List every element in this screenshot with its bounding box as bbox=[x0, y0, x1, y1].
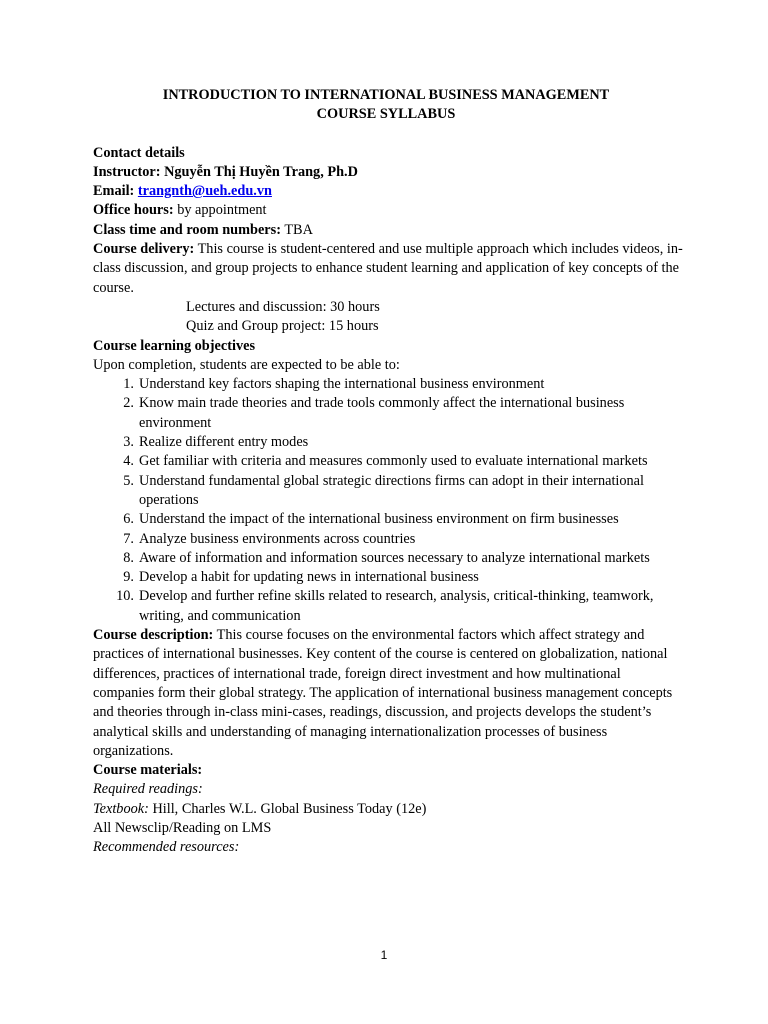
objective-number: 7. bbox=[123, 530, 134, 547]
document-title bbox=[93, 86, 679, 125]
newsclip-line: All Newsclip/Reading on LMS bbox=[93, 819, 272, 836]
class-time-line bbox=[93, 221, 683, 240]
class-time-label: Class time and room numbers: bbox=[93, 221, 281, 238]
objectives-intro: Upon completion, students are expected to be able to: bbox=[93, 356, 400, 373]
objective-item bbox=[93, 472, 683, 511]
objective-item bbox=[93, 375, 683, 394]
document-content bbox=[93, 86, 683, 858]
objective-item bbox=[93, 549, 683, 568]
recommended-resources-label: Recommended resources: bbox=[93, 839, 240, 856]
objective-item bbox=[93, 568, 683, 587]
textbook-label: Textbook: bbox=[93, 800, 149, 817]
title-spacer bbox=[93, 125, 683, 144]
hours-projects: Quiz and Group project: 15 hours bbox=[186, 318, 379, 335]
objective-item bbox=[93, 587, 683, 626]
email-label: Email: bbox=[93, 183, 135, 200]
objective-number: 8. bbox=[123, 549, 134, 566]
instructor-line: Instructor: Nguyễn Thị Huyền Trang, Ph.D bbox=[93, 163, 358, 180]
email-link[interactable]: trangnth@ueh.edu.vn bbox=[137, 183, 272, 200]
objective-text: Understand fundamental global strategic directions firms can adopt in their international operations bbox=[139, 472, 644, 508]
hours-lectures: Lectures and discussion: 30 hours bbox=[186, 298, 380, 315]
title-line-2: COURSE SYLLABUS bbox=[316, 106, 456, 123]
objective-text: Get familiar with criteria and measures commonly used to evaluate international markets bbox=[139, 453, 648, 470]
objectives-heading: Course learning objectives bbox=[93, 337, 256, 354]
objective-text: Know main trade theories and trade tools commonly affect the international business environment bbox=[139, 395, 625, 431]
textbook-value: Hill, Charles W.L. Global Business Today (12e) bbox=[152, 800, 427, 817]
objective-text: Understand key factors shaping the international business environment bbox=[139, 376, 545, 393]
title-line-1: INTRODUCTION TO INTERNATIONAL BUSINESS MANAGEMENT bbox=[162, 87, 610, 103]
page-number: 1 bbox=[380, 948, 388, 962]
required-readings-label: Required readings: bbox=[93, 781, 203, 798]
class-time-value: TBA bbox=[284, 221, 313, 238]
objective-number: 6. bbox=[123, 511, 134, 528]
objective-item bbox=[93, 530, 683, 549]
objective-text: Understand the impact of the international business environment on firm businesses bbox=[139, 511, 619, 528]
objective-number: 3. bbox=[123, 434, 134, 451]
textbook-line bbox=[93, 800, 683, 819]
course-delivery-text: This course is student-centered and use multiple approach which includes videos, in-class discussion, and group projects to enhance student learning and application of key concepts of the course. bbox=[93, 241, 683, 296]
objective-number: 1. bbox=[123, 376, 134, 393]
objective-number: 9. bbox=[123, 569, 134, 586]
office-hours-label: Office hours: bbox=[93, 202, 174, 219]
course-delivery-label: Course delivery: bbox=[93, 241, 195, 258]
objective-text: Aware of information and information sources necessary to analyze international markets bbox=[139, 549, 650, 566]
objective-number: 5. bbox=[123, 472, 134, 489]
course-description-paragraph bbox=[93, 626, 683, 761]
objectives-list bbox=[93, 375, 683, 626]
objective-item bbox=[93, 394, 683, 433]
materials-heading: Course materials: bbox=[93, 762, 203, 779]
course-description-text: This course focuses on the environmental factors which affect strategy and practices of international businesses. Key content of the course is centered on globalization, national differences, practices of international trade, foreign direct investment and how multinational companies form their global strategy. The application of international business management concepts and theories through in-class mini-cases, readings, discussion, and projects develops the student’s analytical skills and understanding of managing internationalization processes of business organizations. bbox=[93, 627, 673, 759]
objective-item bbox=[93, 433, 683, 452]
objective-number: 4. bbox=[123, 453, 134, 470]
contact-heading: Contact details bbox=[93, 144, 185, 161]
objective-item bbox=[93, 452, 683, 471]
course-delivery-paragraph bbox=[93, 240, 683, 298]
objective-number: 2. bbox=[123, 395, 134, 412]
objective-item bbox=[93, 510, 683, 529]
office-hours-line bbox=[93, 201, 683, 220]
objective-text: Develop a habit for updating news in international business bbox=[139, 569, 479, 586]
objective-text: Analyze business environments across countries bbox=[139, 530, 416, 547]
objective-number: 10. bbox=[116, 588, 134, 605]
course-description-label: Course description: bbox=[93, 627, 214, 644]
email-line bbox=[93, 182, 683, 201]
objective-text: Develop and further refine skills related to research, analysis, critical-thinking, teamwork, writing, and communication bbox=[139, 588, 654, 624]
objective-text: Realize different entry modes bbox=[139, 434, 309, 451]
office-hours-value: by appointment bbox=[177, 202, 267, 219]
